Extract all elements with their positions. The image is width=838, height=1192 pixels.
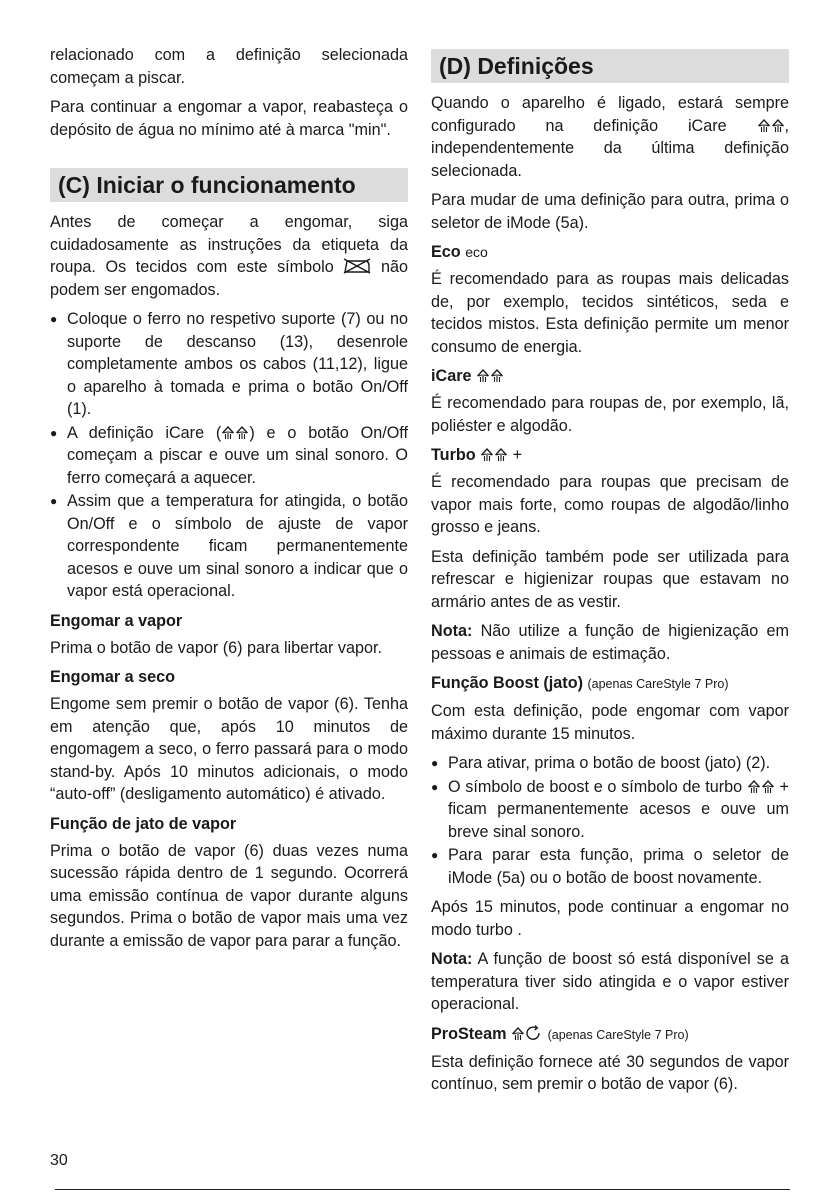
paragraph-steam-ironing: Prima o botão de vapor (6) para libertar vapor. [50, 638, 383, 657]
no-iron-icon [343, 258, 371, 274]
power-on-text-a: Quando o aparelho é ligado, estará sempre configurado na definição iCare [431, 94, 789, 135]
note-label: Nota: [431, 950, 473, 968]
before-ironing-text-a: Antes de começar a engomar, siga cuidadosamente as instruções da etiqueta da roupa. Os tecidos com este símbolo [50, 213, 408, 276]
section-c-heading: (C) Iniciar o funcionamento [50, 168, 408, 202]
steam-icon [747, 778, 775, 794]
eco-heading [431, 241, 789, 263]
paragraph-turbo-refresh: Esta definição também pode ser utilizada para refrescar e higienizar roupas que estavam no armário antes de as vestir. [431, 547, 789, 611]
paragraph-steam-jet: Prima o botão de vapor (6) duas vezes numa sucessão rápida dentro de 1 segundo. Ocorrerá uma emissão contínua de vapor durante alguns segundos. Prima o botão de vapor mais uma vez durante a emissão de vapor para parar a função. [50, 841, 408, 950]
prosteam-heading-note: (apenas CareStyle 7 Pro) [547, 1027, 689, 1042]
note-boost [431, 948, 789, 1016]
turbo-plus: + [512, 446, 523, 464]
right-column [431, 44, 789, 1103]
boost-steps-list [431, 752, 789, 889]
boost-bullet-text-a: O símbolo de boost e o símbolo de turbo [448, 777, 743, 796]
turbo-heading [431, 444, 789, 466]
footer-divider [55, 1189, 790, 1190]
list-item [431, 776, 789, 844]
paragraph-after-boost: Após 15 minutos, pode continuar a engomar no modo turbo . [431, 898, 789, 939]
eco-mark: eco [465, 244, 488, 260]
paragraph-continuation: relacionado com a definição selecionada começam a piscar. [50, 46, 408, 87]
power-on-text-b: , independentemente da última definição selecionada. [431, 116, 790, 180]
paragraph-change-setting: Para mudar de uma definição para outra, prima o seletor de iMode (5a). [431, 191, 789, 232]
start-steps-list [50, 308, 408, 603]
steam-icon [480, 446, 508, 462]
dry-ironing-heading: Engomar a seco [50, 668, 176, 686]
prosteam-heading [431, 1023, 789, 1046]
prosteam-cycle-icon [511, 1025, 543, 1041]
note-label: Nota: [431, 622, 473, 640]
section-d-heading: (D) Definições [431, 49, 789, 83]
paragraph-icare: É recomendado para roupas de, por exemplo, lã, poliéster e algodão. [431, 394, 789, 435]
boost-heading-note: (apenas CareStyle 7 Pro) [587, 677, 729, 691]
before-ironing-text-b: não podem ser engomados. [50, 258, 408, 299]
steam-ironing-heading: Engomar a vapor [50, 611, 183, 630]
note-text: A função de boost só está disponível se a temperatura tiver sido atingida e o vapor estiver operacional. [431, 950, 789, 1013]
prosteam-heading-label: ProSteam [431, 1024, 507, 1043]
paragraph-refill: Para continuar a engomar a vapor, reabasteça o depósito de água no mínimo até à marca "min". [50, 98, 408, 139]
list-item: ● Para parar esta função, prima o seletor de iMode (5a) ou o botão de boost novamente. [431, 844, 789, 889]
list-item: ● Assim que a temperatura for atingida, o botão On/Off e o símbolo de ajuste de vapor correspondente ficam permanentemente acesos e ouve um sinal sonoro a indicar que o vapor está operacional. [50, 490, 408, 603]
turbo-heading-label: Turbo [431, 446, 476, 464]
paragraph-before-ironing [50, 211, 408, 301]
icare-bullet-text-a: A definição iCare ( [67, 423, 222, 442]
boost-bullet-text-b: + ficam permanentemente acesos e ouve um breve sinal sonoro. [448, 777, 790, 841]
paragraph-prosteam: Esta definição fornece até 30 segundos de vapor contínuo, sem premir o botão de vapor (6). [431, 1052, 789, 1093]
steam-icon [221, 424, 249, 440]
icare-bullet-text-b: ) e o botão On/Off começam a piscar e ouve um sinal sonoro. O ferro começará a aquecer. [67, 423, 408, 487]
boost-heading [431, 672, 789, 695]
page-number: 30 [50, 1152, 68, 1169]
list-item: ● Para ativar, prima o botão de boost (jato) (2). [431, 752, 789, 775]
paragraph-boost: Com esta definição, pode engomar com vapor máximo durante 15 minutos. [431, 702, 789, 743]
paragraph-power-on [431, 92, 789, 182]
list-item [50, 422, 408, 490]
eco-heading-label: Eco [431, 243, 461, 261]
steam-jet-heading: Função de jato de vapor [50, 814, 237, 833]
note-text: Não utilize a função de higienização em pessoas e animais de estimação. [431, 622, 789, 663]
icare-heading-label: iCare [431, 367, 472, 385]
paragraph-turbo: É recomendado para roupas que precisam de vapor mais forte, como roupas de algodão/linho grosso e jeans. [431, 473, 789, 536]
steam-icon [476, 367, 504, 383]
steam-icon [757, 117, 785, 133]
paragraph-eco: É recomendado para as roupas mais delicadas de, por exemplo, tecidos sintéticos, seda e tecidos mistos. Esta definição permite um menor consumo de energia. [431, 270, 789, 356]
note-hygiene [431, 620, 789, 665]
boost-heading-label: Função Boost (jato) [431, 674, 583, 692]
list-item: ● Coloque o ferro no respetivo suporte (7) ou no suporte de descanso (13), desenrole completamente ambos os cabos (11,12), ligue o aparelho à tomada e prima o botão On/Off (1). [50, 308, 408, 421]
left-column [50, 44, 408, 959]
paragraph-dry-ironing: Engome sem premir o botão de vapor (6). Tenha em atenção que, após 10 minutos de engomagem a seco, o ferro passará para o modo stand-by. Após 10 minutos adicionais, o modo “auto-off” (desligamento automático) é ativado. [50, 695, 408, 803]
icare-heading [431, 365, 789, 387]
